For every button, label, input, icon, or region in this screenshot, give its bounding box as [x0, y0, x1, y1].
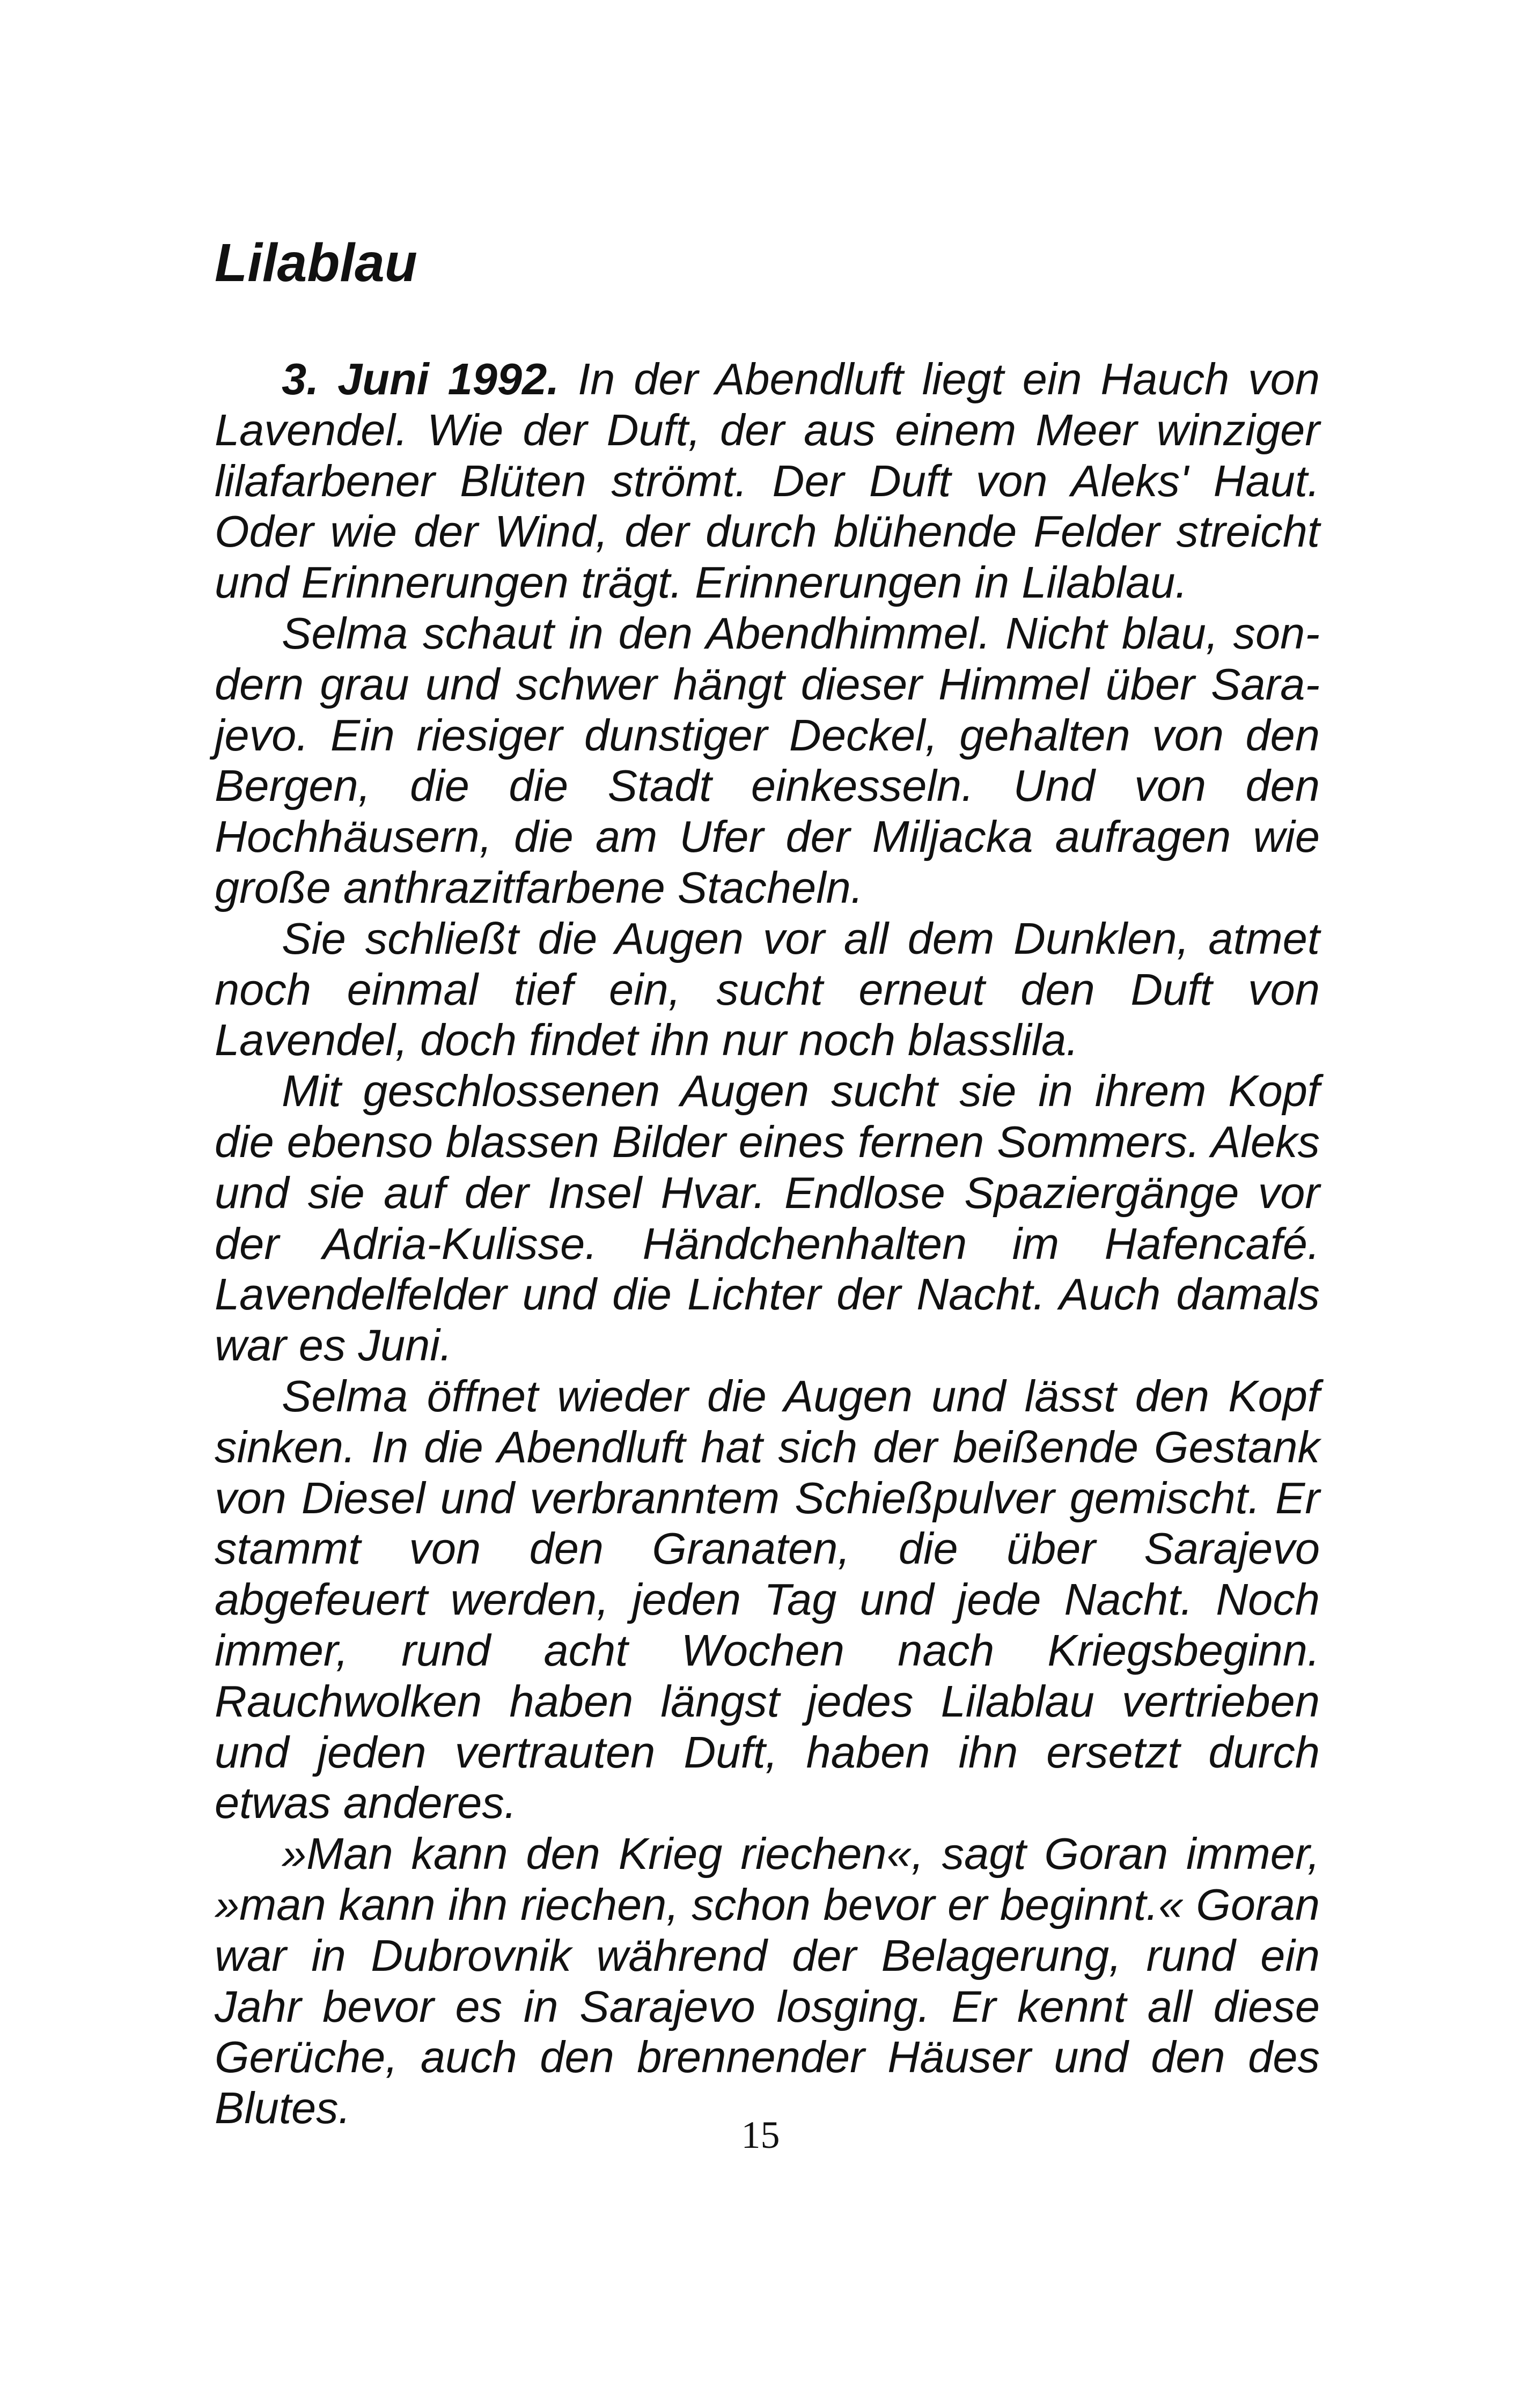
paragraph-3: Sie schließt die Augen vor all dem Dunklen, atmet noch einmal tief ein, sucht erneut den Duft von Lavendel, doch findet ihn nur noch blasslila.: [215, 913, 1320, 1065]
paragraph-4: Mit geschlossenen Augen sucht sie in ihrem Kopf die ebenso blassen Bilder eines fernen Sommers. Aleks und sie auf der Insel Hvar. Endlose Spaziergänge vor der Adria-Kulisse. Händchenhalten im Hafencafé. Lavendelfelder und die Lichter der Nacht. Auch damals war es Juni.: [215, 1066, 1320, 1371]
paragraph-1: [215, 354, 1320, 608]
paragraph-5: Selma öffnet wieder die Augen und lässt den Kopf sinken. In die Abendluft hat sich der beißende Gestank von Diesel und verbranntem Schießpulver gemischt. Er stammt von den Granaten, die über Sarajevo abgefeuert werden, jeden Tag und jede Nacht. Noch immer, rund acht Wochen nach Kriegsbeginn. Rauchwolken haben längst jedes Lilablau vertrieben und jeden vertrauten Duft, haben ihn ersetzt durch etwas anderes.: [215, 1371, 1320, 1828]
chapter-title: Lilablau: [215, 233, 417, 293]
paragraph-2: Selma schaut in den Abendhimmel. Nicht blau, sondern grau und schwer hängt dieser Himmel über Sarajevo. Ein riesiger dunstiger Deckel, gehalten von den Bergen, die die Stadt einkesseln. Und von den Hochhäusern, die am Ufer der Miljacka aufragen wie große anthrazitfarbene Stacheln.: [215, 608, 1320, 912]
paragraph-6: »Man kann den Krieg riechen«, sagt Goran immer, »man kann ihn riechen, schon bevor er beginnt.« Goran war in Dubrovnik während der Belagerung, rund ein Jahr bevor es in Sarajevo losging. Er kennt all diese Gerüche, auch den brennender Häuser und den des Blutes.: [215, 1829, 1320, 2133]
page-number: 15: [741, 2114, 780, 2156]
paragraph-1-text: In der Abendluft liegt ein Hauch von Lavendel. Wie der Duft, der aus einem Meer winziger lilafarbener Blüten strömt. Der Duft von Aleks' Haut. Oder wie der Wind, der durch blühende Felder streicht und Erinnerungen trägt. Erinnerungen in Lilablau.: [215, 354, 1320, 608]
chapter-body: [215, 354, 1320, 2134]
dateline: 3. Juni 1992.: [282, 354, 560, 404]
